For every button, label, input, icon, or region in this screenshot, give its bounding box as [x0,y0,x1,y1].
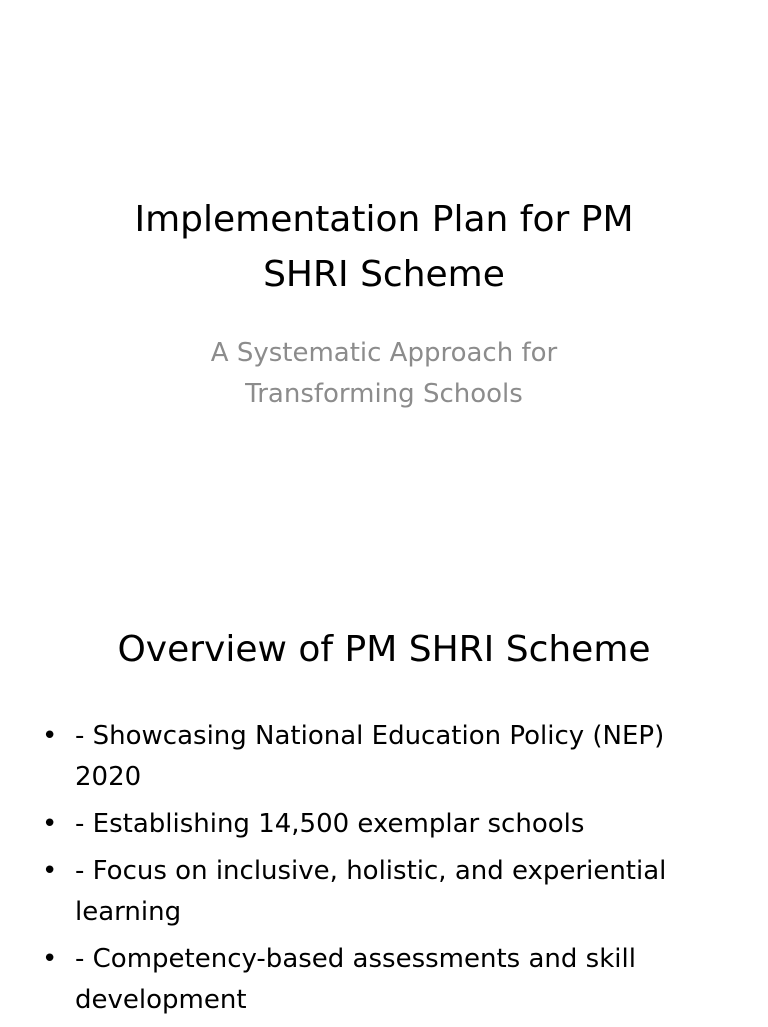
bullet-icon: • [42,856,58,886]
slide-title [84,192,684,302]
slide-title-line-2: SHRI Scheme [263,254,505,295]
bullet-icon: • [42,809,58,839]
overview-title: Overview of PM SHRI Scheme [117,629,651,670]
slide-title-line-1: Implementation Plan for PM [134,199,634,240]
bullet-icon: • [42,721,58,751]
slide-subtitle-line-1: A Systematic Approach for [210,338,558,368]
slide-subtitle [164,333,604,415]
overview-slide [0,576,768,1024]
slide-subtitle-line-2: Transforming Schools [245,379,523,409]
bullet-text-line-1: - Showcasing National Education Policy (NEP) [75,721,665,751]
bullet-item [42,851,742,933]
bullet-text-line-2: 2020 [75,762,142,792]
bullet-list [42,716,742,1027]
bullet-item [42,939,742,1021]
bullet-text-line-2: learning [75,897,182,927]
bullet-text-line-1: - Focus on inclusive, holistic, and experiential [75,856,667,886]
bullet-icon: • [42,944,58,974]
bullet-text-line-1: - Competency-based assessments and skill [75,944,636,974]
bullet-text-line-1: - Establishing 14,500 exemplar schools [75,809,585,839]
bullet-item [42,804,742,845]
bullet-text-line-2: development [75,985,247,1015]
bullet-item [42,716,742,798]
